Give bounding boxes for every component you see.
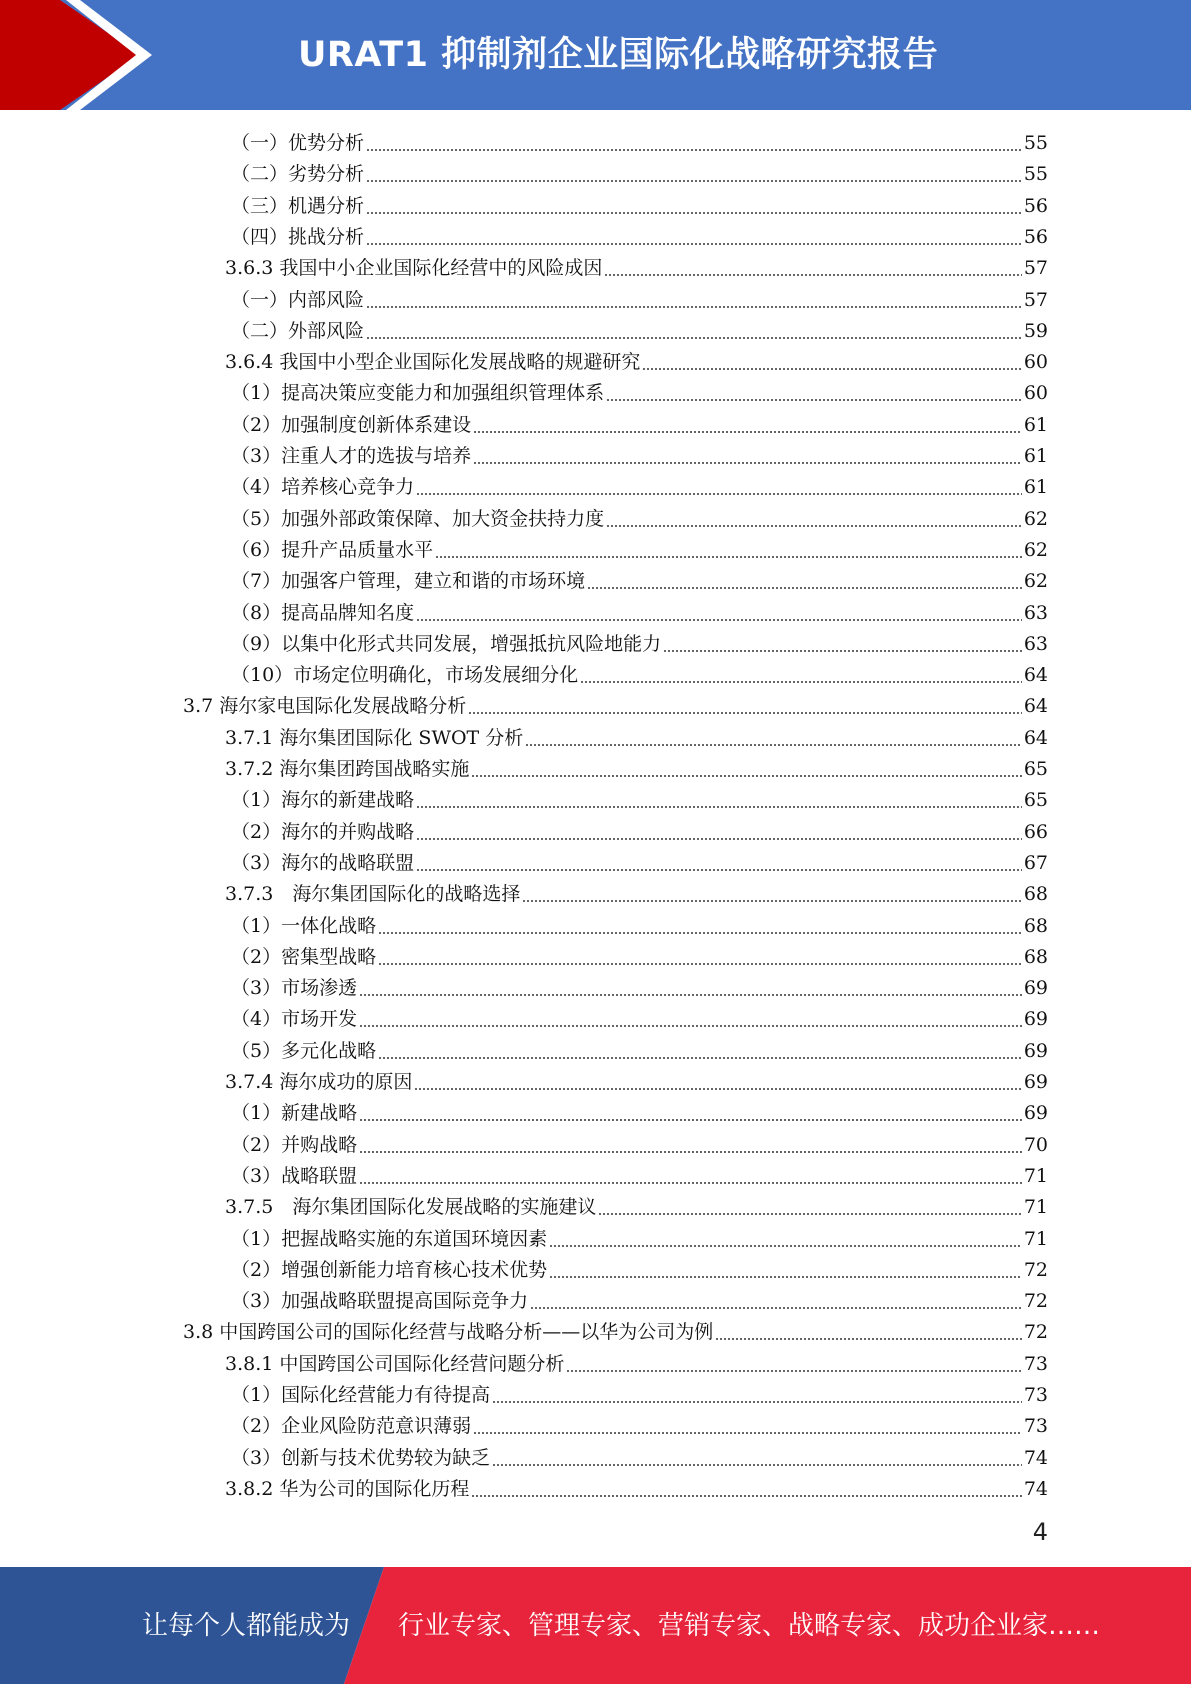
toc-entry-page: 64 <box>1023 664 1048 687</box>
toc-entry[interactable] <box>231 535 1048 566</box>
toc-entry-page: 57 <box>1023 257 1048 280</box>
toc-entry[interactable] <box>231 1130 1048 1161</box>
toc-entry[interactable] <box>231 660 1048 691</box>
toc-entry[interactable] <box>231 942 1048 973</box>
toc-entry-label: （一）内部风险 <box>231 288 365 311</box>
toc-entry-label: （3）战略联盟 <box>231 1164 358 1187</box>
toc-entry-label: （四）挑战分析 <box>231 225 365 248</box>
toc-dot-leader <box>492 1464 1022 1466</box>
toc-entry-label: 3.6.3 我国中小企业国际化经营中的风险成因 <box>225 257 603 280</box>
toc-entry-page: 74 <box>1023 1446 1048 1469</box>
toc-dot-leader <box>359 1025 1022 1027</box>
toc-dot-leader <box>416 838 1022 840</box>
toc-dot-leader <box>522 900 1021 902</box>
toc-dot-leader <box>549 1245 1022 1247</box>
toc-entry-page: 61 <box>1023 413 1048 436</box>
toc-dot-leader <box>580 681 1022 683</box>
toc-entry[interactable] <box>231 222 1048 253</box>
toc-dot-leader <box>378 1057 1022 1059</box>
toc-entry-page: 70 <box>1023 1133 1048 1156</box>
toc-entry-page: 69 <box>1023 1102 1048 1125</box>
toc-dot-leader <box>366 212 1022 214</box>
toc-entry-page: 61 <box>1023 476 1048 499</box>
toc-entry[interactable] <box>225 1192 1048 1223</box>
toc-entry-page: 69 <box>1023 1039 1048 1062</box>
document-title: URAT1 抑制剂企业国际化战略研究报告 <box>298 35 939 75</box>
toc-dot-leader <box>587 587 1022 589</box>
toc-entry-page: 64 <box>1023 726 1048 749</box>
toc-entry-label: 3.7.1 海尔集团国际化 SWOT 分析 <box>225 726 524 749</box>
toc-entry[interactable] <box>231 191 1048 222</box>
footer-slogan-right: 行业专家、管理专家、营销专家、战略专家、成功企业家…… <box>398 1611 1101 1641</box>
toc-entry-page: 63 <box>1023 632 1048 655</box>
toc-entry-page: 72 <box>1023 1290 1048 1313</box>
toc-entry-label: 3.6.4 我国中小型企业国际化发展战略的规避研究 <box>225 351 641 374</box>
toc-entry-page: 69 <box>1023 1008 1048 1031</box>
toc-entry[interactable] <box>231 1443 1048 1474</box>
toc-dot-leader <box>715 1338 1022 1340</box>
toc-entry-label: 3.7.4 海尔成功的原因 <box>225 1071 413 1093</box>
toc-entry-label: （3）创新与技术优势较为缺乏 <box>231 1446 491 1469</box>
toc-entry-page: 64 <box>1023 695 1048 718</box>
toc-entry-label: 3.7.2 海尔集团跨国战略实施 <box>225 758 470 780</box>
toc-entry-page: 61 <box>1023 445 1048 467</box>
toc-dot-leader <box>606 399 1022 401</box>
toc-entry-label: （3）加强战略联盟提高国际竞争力 <box>231 1290 529 1313</box>
page-number: 4 <box>1032 1518 1048 1546</box>
toc-dot-leader <box>566 1370 1021 1372</box>
toc-entry-label: （一）优势分析 <box>231 132 365 154</box>
toc-entry[interactable] <box>225 1349 1048 1380</box>
toc-entry-page: 63 <box>1023 601 1048 624</box>
toc-entry[interactable] <box>231 410 1048 441</box>
toc-entry-page: 56 <box>1023 225 1048 248</box>
toc-entry-label: （3）市场渗透 <box>231 977 358 1000</box>
toc-entry[interactable] <box>225 754 1048 785</box>
toc-entry[interactable] <box>225 253 1048 284</box>
toc-entry-page: 74 <box>1023 1477 1048 1500</box>
toc-entry[interactable] <box>231 785 1048 816</box>
toc-entry[interactable] <box>225 879 1048 910</box>
toc-entry-page: 62 <box>1023 538 1048 561</box>
toc-entry[interactable] <box>231 1286 1048 1317</box>
toc-entry-page: 68 <box>1023 883 1048 906</box>
toc-entry-page: 71 <box>1023 1164 1048 1187</box>
toc-dot-leader <box>366 243 1022 245</box>
toc-entry-page: 68 <box>1023 945 1048 968</box>
toc-entry-label: （5）多元化战略 <box>231 1039 377 1062</box>
toc-entry-label: 3.8.2 华为公司的国际化历程 <box>225 1477 470 1500</box>
toc-dot-leader <box>435 556 1022 558</box>
toc-entry-label: （2）增强创新能力培育核心技术优势 <box>231 1258 548 1281</box>
toc-entry-label: 3.7 海尔家电国际化发展战略分析 <box>183 695 467 718</box>
toc-entry[interactable] <box>225 1474 1048 1505</box>
toc-entry[interactable] <box>225 1067 1048 1098</box>
toc-dot-leader <box>471 775 1021 777</box>
toc-entry-page: 72 <box>1023 1321 1048 1344</box>
toc-entry[interactable] <box>231 817 1048 848</box>
toc-entry-page: 60 <box>1023 351 1048 374</box>
toc-entry-page: 57 <box>1023 288 1048 311</box>
toc-entry-label: （1）提高决策应变能力和加强组织管理体系 <box>231 382 605 405</box>
toc-dot-leader <box>359 1182 1022 1184</box>
toc-dot-leader <box>366 306 1022 308</box>
toc-entry[interactable] <box>231 441 1048 472</box>
toc-dot-leader <box>366 149 1022 151</box>
toc-dot-leader <box>359 994 1022 996</box>
toc-entry-page: 69 <box>1023 977 1048 1000</box>
toc-dot-leader <box>642 368 1021 370</box>
toc-entry-label: 3.7.3 海尔集团国际化的战略选择 <box>225 883 521 906</box>
toc-entry-page: 72 <box>1023 1258 1048 1281</box>
toc-entry-label: （2）加强制度创新体系建设 <box>231 413 472 436</box>
toc-entry-page: 66 <box>1023 820 1048 843</box>
toc-entry[interactable] <box>231 1161 1048 1192</box>
toc-entry[interactable] <box>231 629 1048 660</box>
toc-entry-page: 60 <box>1023 382 1048 405</box>
toc-entry-label: （2）企业风险防范意识薄弱 <box>231 1415 472 1438</box>
toc-dot-leader <box>473 462 1022 464</box>
toc-entry-label: 3.8 中国跨国公司的国际化经营与战略分析——以华为公司为例 <box>183 1321 714 1344</box>
toc-entry-label: （二）劣势分析 <box>231 163 365 186</box>
toc-entry-label: （8）提高品牌知名度 <box>231 601 415 624</box>
toc-dot-leader <box>525 744 1022 746</box>
toc-entry-label: （1）海尔的新建战略 <box>231 789 415 812</box>
toc-dot-leader <box>492 1401 1022 1403</box>
toc-entry-label: （1）把握战略实施的东道国环境因素 <box>231 1227 548 1250</box>
toc-entry-label: （4）市场开发 <box>231 1008 358 1031</box>
toc-entry-page: 56 <box>1023 194 1048 217</box>
toc-dot-leader <box>366 337 1022 339</box>
toc-entry-label: （三）机遇分析 <box>231 194 365 217</box>
toc-dot-leader <box>359 1119 1022 1121</box>
toc-entry[interactable] <box>231 128 1048 159</box>
toc-entry-label: （6）提升产品质量水平 <box>231 538 434 561</box>
toc-dot-leader <box>359 1151 1022 1153</box>
toc-entry-page: 69 <box>1023 1071 1048 1093</box>
toc-entry-label: （2）并购战略 <box>231 1133 358 1156</box>
toc-entry-page: 73 <box>1023 1352 1048 1375</box>
toc-entry-label: （4）培养核心竞争力 <box>231 476 415 499</box>
toc-entry[interactable] <box>225 723 1048 754</box>
toc-entry[interactable] <box>231 848 1048 879</box>
toc-dot-leader <box>416 619 1022 621</box>
toc-entry-label: （1）新建战略 <box>231 1102 358 1125</box>
toc-entry[interactable] <box>231 159 1048 190</box>
toc-entry-page: 55 <box>1023 132 1048 154</box>
toc-entry[interactable] <box>231 911 1048 942</box>
toc-dot-leader <box>416 493 1022 495</box>
toc-dot-leader <box>366 180 1022 182</box>
toc-entry[interactable] <box>231 1380 1048 1411</box>
toc-entry-page: 65 <box>1023 758 1048 780</box>
toc-dot-leader <box>530 1307 1022 1309</box>
toc-entry[interactable] <box>231 1411 1048 1442</box>
toc-entry[interactable] <box>231 472 1048 503</box>
toc-entry-label: 3.7.5 海尔集团国际化发展战略的实施建议 <box>225 1196 597 1219</box>
toc-dot-leader <box>378 932 1022 934</box>
toc-dot-leader <box>604 274 1021 276</box>
toc-entry-label: （3）注重人才的选拔与培养 <box>231 445 472 467</box>
toc-entry-label: （5）加强外部政策保障、加大资金扶持力度 <box>231 507 605 530</box>
toc-entry[interactable] <box>231 504 1048 535</box>
toc-entry-page: 68 <box>1023 914 1048 937</box>
toc-dot-leader <box>378 963 1022 965</box>
toc-entry-page: 62 <box>1023 507 1048 530</box>
toc-dot-leader <box>414 1088 1021 1090</box>
toc-entry[interactable] <box>231 1224 1048 1255</box>
toc-entry-label: （10）市场定位明确化，市场发展细分化 <box>231 664 579 687</box>
toc-dot-leader <box>549 1276 1022 1278</box>
toc-entry[interactable] <box>225 347 1048 378</box>
toc-entry-label: （3）海尔的战略联盟 <box>231 851 415 874</box>
toc-entry-label: （2）密集型战略 <box>231 945 377 968</box>
toc-dot-leader <box>598 1213 1021 1215</box>
toc-dot-leader <box>416 869 1022 871</box>
toc-entry-label: （2）海尔的并购战略 <box>231 820 415 843</box>
toc-dot-leader <box>473 431 1022 433</box>
toc-entry-page: 71 <box>1023 1227 1048 1250</box>
toc-dot-leader <box>471 1495 1021 1497</box>
toc-entry-page: 73 <box>1023 1415 1048 1438</box>
header-band <box>0 0 1191 110</box>
toc-entry-label: （9）以集中化形式共同发展，增强抵抗风险地能力 <box>231 632 662 655</box>
toc-entry[interactable] <box>231 1255 1048 1286</box>
toc-dot-leader <box>468 712 1022 714</box>
toc-entry-page: 73 <box>1023 1384 1048 1406</box>
toc-dot-leader <box>663 650 1022 652</box>
footer-slogan-left: 让每个人都能成为 <box>142 1611 351 1641</box>
toc-entry-page: 59 <box>1023 319 1048 342</box>
toc-entry[interactable] <box>231 285 1048 316</box>
toc-entry-page: 65 <box>1023 789 1048 812</box>
toc-entry-label: （7）加强客户管理，建立和谐的市场环境 <box>231 570 586 593</box>
toc-entry-label: （1）国际化经营能力有待提高 <box>231 1384 491 1406</box>
toc-entry[interactable] <box>231 1098 1048 1129</box>
toc-entry[interactable] <box>231 598 1048 629</box>
toc-dot-leader <box>416 806 1022 808</box>
toc-entry-page: 62 <box>1023 570 1048 593</box>
toc-entry[interactable] <box>231 566 1048 597</box>
toc-entry[interactable] <box>231 1036 1048 1067</box>
toc-entry[interactable] <box>183 1317 1048 1348</box>
header-chevron-decoration <box>0 0 160 110</box>
toc-entry[interactable] <box>183 691 1048 722</box>
toc-entry-label: （二）外部风险 <box>231 319 365 342</box>
toc-entry-label: （1）一体化战略 <box>231 914 377 937</box>
toc-entry-page: 71 <box>1023 1196 1048 1219</box>
toc-entry-page: 67 <box>1023 851 1048 874</box>
toc-dot-leader <box>473 1432 1022 1434</box>
toc-entry-label: 3.8.1 中国跨国公司国际化经营问题分析 <box>225 1352 565 1375</box>
toc-entry-page: 55 <box>1023 163 1048 186</box>
toc-entry[interactable] <box>231 1004 1048 1035</box>
toc-entry[interactable] <box>231 973 1048 1004</box>
toc-entry[interactable] <box>231 316 1048 347</box>
toc-entry[interactable] <box>231 378 1048 409</box>
toc-dot-leader <box>606 525 1022 527</box>
footer-band <box>0 1567 1191 1684</box>
